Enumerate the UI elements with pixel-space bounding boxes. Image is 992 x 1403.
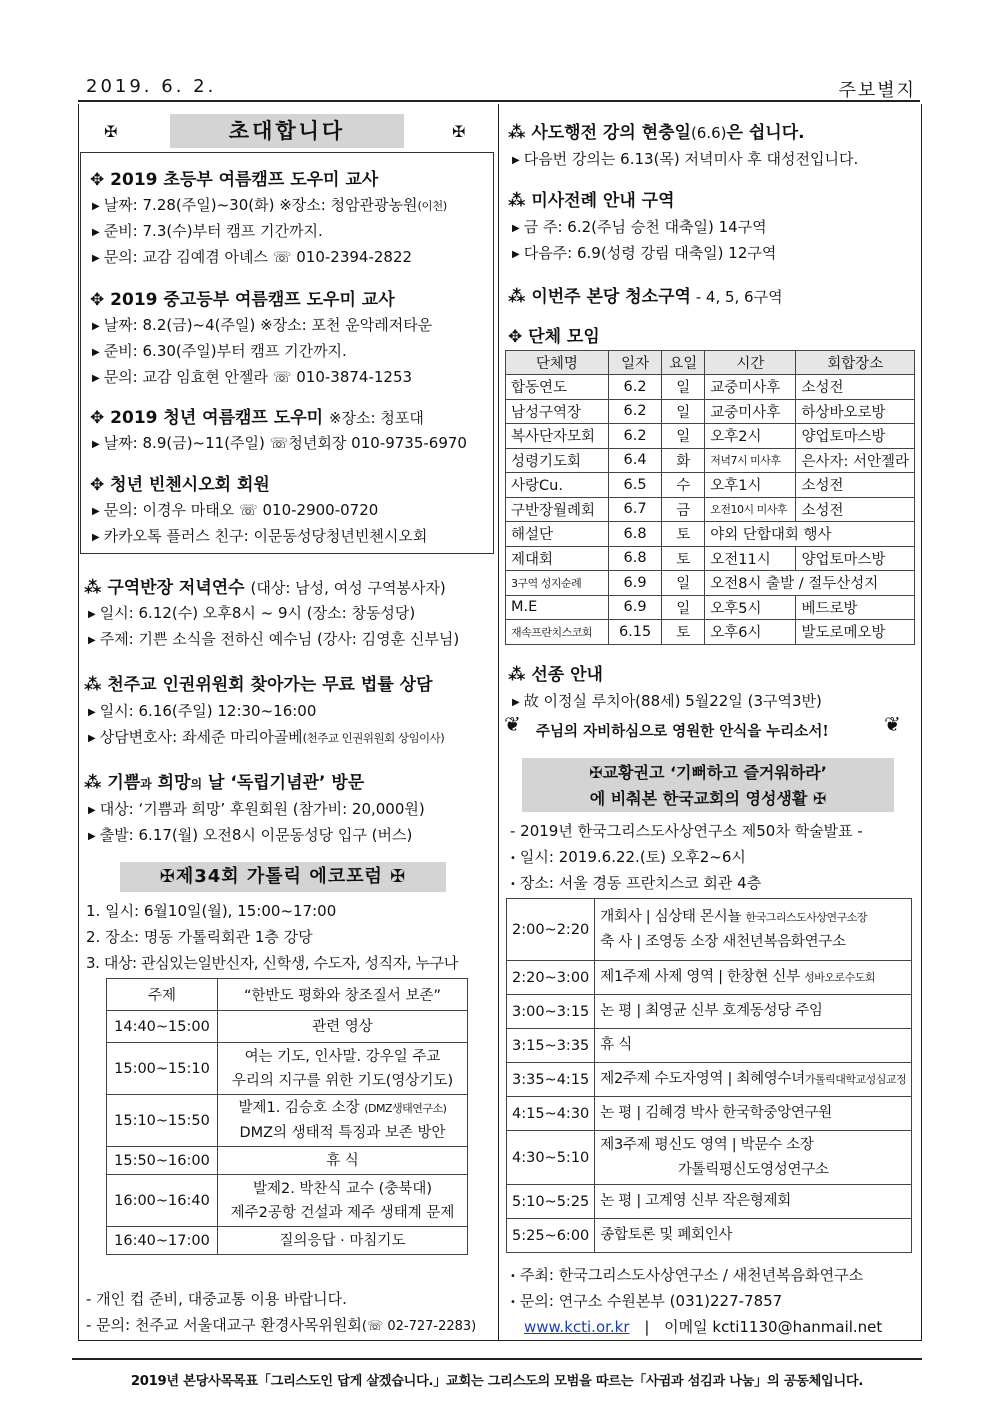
flower-icon: ✥ [508,327,529,347]
topic-cell [218,1043,468,1095]
time-cell: 5:25~6:00 [507,1219,595,1253]
topic-line: 우리의 지구를 위한 기도(영상기도) [231,1072,454,1089]
table-row [506,595,915,620]
date-cell: 6.4 [608,448,662,473]
eco-date: 1. 일시: 6월10일(월), 15:00~17:00 [86,902,337,920]
topic-line [223,1045,462,1069]
program-cell [595,899,912,961]
triangle-icon: ▶ [512,249,520,260]
topic-text: 휴 식 [326,1152,359,1169]
time-cell: 5:10~5:25 [507,1185,595,1219]
group-name-cell: 성령기도회 [506,448,609,473]
table-row [506,497,915,522]
time-cell: 14:40~15:00 [107,1011,218,1043]
invite-section-title: ✥ 청년 빈첸시오회 회원 [90,475,270,495]
time-cell: 저녁7시 미사후 [705,448,796,473]
program-line [600,1101,906,1126]
table-row [107,1043,468,1095]
program-cell [595,1063,912,1097]
group-meetings-table [505,350,915,645]
date-cell: 6.8 [608,546,662,571]
triangle-icon: ▶ [88,707,96,718]
topic-text: 발제2. 박찬식 교수 (충북대) [252,1180,433,1197]
place-cell: 소성전 [796,473,915,498]
table-row [506,375,915,400]
date-cell: 6.8 [608,522,662,547]
topic-line [223,1177,462,1201]
topic-line [223,1015,462,1039]
time-cell: 2:20~3:00 [507,961,595,995]
conference-subtitle: - 2019년 한국그리스도사상연구소 제50차 학술발표 - [510,822,863,840]
place-cell: 소성전 [796,375,915,400]
column-divider [498,104,499,1340]
group-name-cell: 3구역 성지순례 [506,571,609,596]
place-cell: 양업토마스방 [796,424,915,449]
table-row [107,1175,468,1227]
footer-rule [72,1358,922,1360]
website-link[interactable]: www.kcti.or.kr [524,1318,630,1336]
table-header: 시간 [705,351,796,375]
table-row [107,1011,468,1043]
bulletin-date: 2019. 6. 2. [86,76,217,97]
program-text: 논 평 | 고계영 신부 작은형제회 [600,1193,791,1209]
section-title: ✥ 단체 모임 [508,327,600,347]
table-row [506,522,915,547]
group-name-cell: 복사단자모회 [506,424,609,449]
eco-forum-banner: ✠제34회 가톨릭 에코포럼 ✠ [120,862,446,892]
bullet-icon: • [510,1297,516,1308]
topic-text: 발제1. 김승호 소장 [238,1100,365,1116]
time-place-cell: 오전8시 출발 / 절두산성지 [705,571,915,596]
time-cell: 오후5시 [705,595,796,620]
triangle-icon: ▶ [92,201,100,212]
triangle-icon: ▶ [512,155,520,166]
triangle-icon: ▶ [512,223,520,234]
topic-cell [218,1227,468,1255]
cross-icon: ✠ [452,122,466,141]
time-cell: 오전11시 [705,546,796,571]
time-cell: 4:30~5:10 [507,1131,595,1185]
table-row [507,961,912,995]
place-cell: 소성전 [796,497,915,522]
topic-cell [218,1175,468,1227]
group-name-cell: 제대회 [506,546,609,571]
section-title: ⁂ 구역반장 저녁연수 (대상: 남성, 여성 구역봉사자) [84,578,446,598]
program-line [600,965,906,990]
table-row [507,1131,912,1185]
group-name-cell: 남성구역장 [506,399,609,424]
program-text: 휴 식 [600,1037,633,1053]
triangle-icon: ▶ [92,439,100,450]
section-title: ⁂ 이번주 본당 청소구역 - 4, 5, 6구역 [508,287,783,307]
program-note: 성바오로수도회 [804,971,876,984]
time-cell: 오후2시 [705,424,796,449]
date-cell: 6.9 [608,571,662,596]
time-cell: 3:00~3:15 [507,995,595,1029]
program-text: 종합토론 및 폐회인사 [600,1227,733,1243]
weekday-cell: 일 [662,424,705,449]
table-header: 일자 [608,351,662,375]
triangle-icon: ▶ [88,805,96,816]
time-cell: 4:15~4:30 [507,1097,595,1131]
footer-motto: 2019년 본당사목목표「그리스도인 답게 살겠습니다.」교회는 그리스도의 모범을 따르는「사귐과 섬김과 나눔」의 공동체입니다. [130,1374,864,1389]
topic-cell [218,1095,468,1147]
table-row [506,473,915,498]
conference-schedule-table [506,898,912,1253]
funeral-prayer: 주님의 자비하심으로 영원한 안식을 누리소서! [536,723,829,740]
group-name-cell: 해설단 [506,522,609,547]
table-row [507,1063,912,1097]
invite-section-title: ✥ 2019 중고등부 여름캠프 도우미 교사 [90,290,395,310]
program-cell [595,1219,912,1253]
triangle-icon: ▶ [92,532,100,543]
time-cell: 2:00~2:20 [507,899,595,961]
program-text: 논 평 | 김혜경 박사 한국학중앙연구원 [600,1105,833,1121]
program-text: 논 평 | 최영균 신부 호계동성당 주임 [600,1003,823,1019]
eco-target: 3. 대상: 관심있는일반신자, 신학생, 수도자, 성직자, 누구나 [86,954,458,972]
time-cell: 16:40~17:00 [107,1227,218,1255]
table-row [506,448,915,473]
table-row [506,399,915,424]
program-line: 가톨릭평신도영성연구소 [677,1161,829,1178]
time-cell: 교중미사후 [705,375,796,400]
date-cell: 6.2 [608,375,662,400]
bulletin-title: 주보별지 [838,80,916,101]
conference-banner: ✠교황권고 ‘기뻐하고 즐거워하라’ 에 비춰본 한국교회의 영성생활 ✠ [522,758,894,812]
bullet-icon: • [510,879,516,890]
lily-icon: ❦ [884,712,901,736]
place-cell: 발도로메오방 [796,620,915,645]
date-cell: 6.2 [608,399,662,424]
invite-banner: 초대합니다 [170,114,404,148]
program-text: 제3주제 평신도 영역 | 박문수 소장 [600,1136,814,1153]
program-text: 제2주제 수도자영역 | 최혜영수녀 [600,1071,805,1087]
triangle-icon: ▶ [88,635,96,646]
triangle-icon: ▶ [92,347,100,358]
invite-section-title: ✥ 2019 초등부 여름캠프 도우미 교사 [90,170,379,190]
place-cell: 은사자: 서안젤라 [796,448,915,473]
eco-note: - 개인 컵 준비, 대중교통 이용 바랍니다. [86,1290,347,1308]
time-cell: 3:15~3:35 [507,1029,595,1063]
program-line [600,1067,906,1092]
date-cell: 6.15 [608,620,662,645]
date-cell: 6.5 [608,473,662,498]
asterisk-icon: ⁂ [84,675,108,695]
program-text: 제1주제 사제 영역 | 한창현 신부 [600,969,805,985]
table-header: 회합장소 [796,351,915,375]
table-header: 단체명 [506,351,609,375]
table-row [507,995,912,1029]
program-line [600,1189,906,1214]
topic-text: 질의응답 · 마침기도 [279,1232,406,1249]
weekday-cell: 일 [662,399,705,424]
lily-icon: ❦ [504,712,521,736]
weekday-cell: 금 [662,497,705,522]
program-cell [595,1131,912,1185]
table-header: 주제 [107,979,218,1011]
header-rule [78,100,920,102]
triangle-icon: ▶ [88,831,96,842]
group-name-cell: 재속프란치스코회 [506,620,609,645]
table-row [506,424,915,449]
eco-place: 2. 장소: 명동 가톨릭회관 1층 강당 [86,928,313,946]
asterisk-icon: ⁂ [508,191,532,211]
table-row [506,620,915,645]
time-cell: 15:00~15:10 [107,1043,218,1095]
program-cell [595,1097,912,1131]
topic-line: 제주2공항 건설과 제주 생태계 문제 [230,1204,455,1221]
topic-line: DMZ의 생태적 특징과 보존 방안 [239,1125,446,1141]
asterisk-icon: ⁂ [84,578,108,598]
cross-icon: ✠ [104,122,118,141]
triangle-icon: ▶ [512,697,520,708]
bullet-icon: ✥ [90,408,111,428]
topic-cell [218,1011,468,1043]
bullet-icon: ✥ [90,290,111,310]
section-title: ⁂ 미사전례 안내 구역 [508,191,675,211]
program-line [600,1223,906,1248]
table-row [507,1185,912,1219]
table-row [107,1227,468,1255]
eco-contact: - 문의: 천주교 서울대교구 환경사목위원회 [86,1316,362,1334]
place-cell: 양업토마스방 [796,546,915,571]
triangle-icon: ▶ [88,733,96,744]
date-cell: 6.7 [608,497,662,522]
group-name-cell: M.E [506,595,609,620]
time-cell: 오전10시 미사후 [705,497,796,522]
group-name-cell: 합동연도 [506,375,609,400]
table-row [506,571,915,596]
bullet-icon: ✥ [90,475,111,495]
triangle-icon: ▶ [92,227,100,238]
place-cell: 베드로방 [796,595,915,620]
program-line [600,905,906,930]
asterisk-icon: ⁂ [508,665,532,685]
table-row [507,1029,912,1063]
program-cell [595,961,912,995]
topic-cell [218,1147,468,1175]
section-title: ⁂ 사도행전 강의 현충일(6.6)은 쉽니다. [508,123,805,143]
triangle-icon: ▶ [92,253,100,264]
table-row [506,546,915,571]
table-row [507,1097,912,1131]
weekday-cell: 토 [662,546,705,571]
weekday-cell: 수 [662,473,705,498]
asterisk-icon: ⁂ [508,123,532,143]
time-cell: 16:00~16:40 [107,1175,218,1227]
table-row [507,1219,912,1253]
weekday-cell: 일 [662,595,705,620]
time-cell: 오후6시 [705,620,796,645]
topic-text: 관련 영상 [312,1018,373,1035]
program-line: 축 사 | 조영동 소장 새천년복음화연구소 [600,933,846,950]
bullet-icon: ✥ [90,170,111,190]
date-cell: 6.2 [608,424,662,449]
triangle-icon: ▶ [92,321,100,332]
place-cell: 하상바오로방 [796,399,915,424]
email-link[interactable]: 이메일 kcti1130@hanmail.net [664,1318,883,1336]
topic-line [223,1229,462,1253]
bullet-icon: • [510,1271,516,1282]
triangle-icon: ▶ [88,609,96,620]
weekday-cell: 일 [662,571,705,596]
time-cell: 교중미사후 [705,399,796,424]
date-cell: 6.9 [608,595,662,620]
weekday-cell: 화 [662,448,705,473]
program-cell [595,1185,912,1219]
asterisk-icon: ⁂ [508,287,532,307]
program-line [600,1033,906,1058]
time-cell: 3:35~4:15 [507,1063,595,1097]
program-line [600,1133,906,1158]
time-cell: 15:50~16:00 [107,1147,218,1175]
table-header: 요일 [662,351,705,375]
topic-note: (DMZ생태연구소) [364,1102,447,1115]
bullet-icon: • [510,853,516,864]
program-note: 가톨릭대학교성심교정 [804,1073,907,1086]
group-name-cell: 구반장월례회 [506,497,609,522]
eco-schedule-table [106,978,468,1255]
invite-section-title: ✥ 2019 청년 여름캠프 도우미 ※장소: 청포대 [90,408,424,428]
topic-line [223,1096,462,1121]
program-cell [595,1029,912,1063]
time-cell: 15:10~15:50 [107,1095,218,1147]
section-title: ⁂ 선종 안내 [508,665,603,685]
program-note: 한국그리스도사상연구소장 [745,910,867,924]
triangle-icon: ▶ [92,506,100,517]
table-row [107,1147,468,1175]
table-header: “한반도 평화와 창조질서 보존” [218,979,468,1011]
table-row [107,1095,468,1147]
time-cell: 오후1시 [705,473,796,498]
triangle-icon: ▶ [92,373,100,384]
table-row [507,899,912,961]
topic-text: 여는 기도, 인사말. 강우일 주교 [244,1048,441,1065]
program-text: 개회사 | 심상태 몬시뇰 [600,908,746,925]
asterisk-icon: ⁂ [84,773,108,793]
weekday-cell: 토 [662,522,705,547]
program-cell [595,995,912,1029]
group-name-cell: 사랑Cu. [506,473,609,498]
weekday-cell: 일 [662,375,705,400]
time-place-cell: 야외 단합대회 행사 [705,522,915,547]
section-title: ⁂ 천주교 인권위원회 찾아가는 무료 법률 상담 [84,675,433,695]
section-title: ⁂ 기쁨과 희망의 날 ‘독립기념관’ 방문 [84,773,365,793]
topic-line [223,1149,462,1173]
weekday-cell: 토 [662,620,705,645]
program-line [600,999,906,1024]
